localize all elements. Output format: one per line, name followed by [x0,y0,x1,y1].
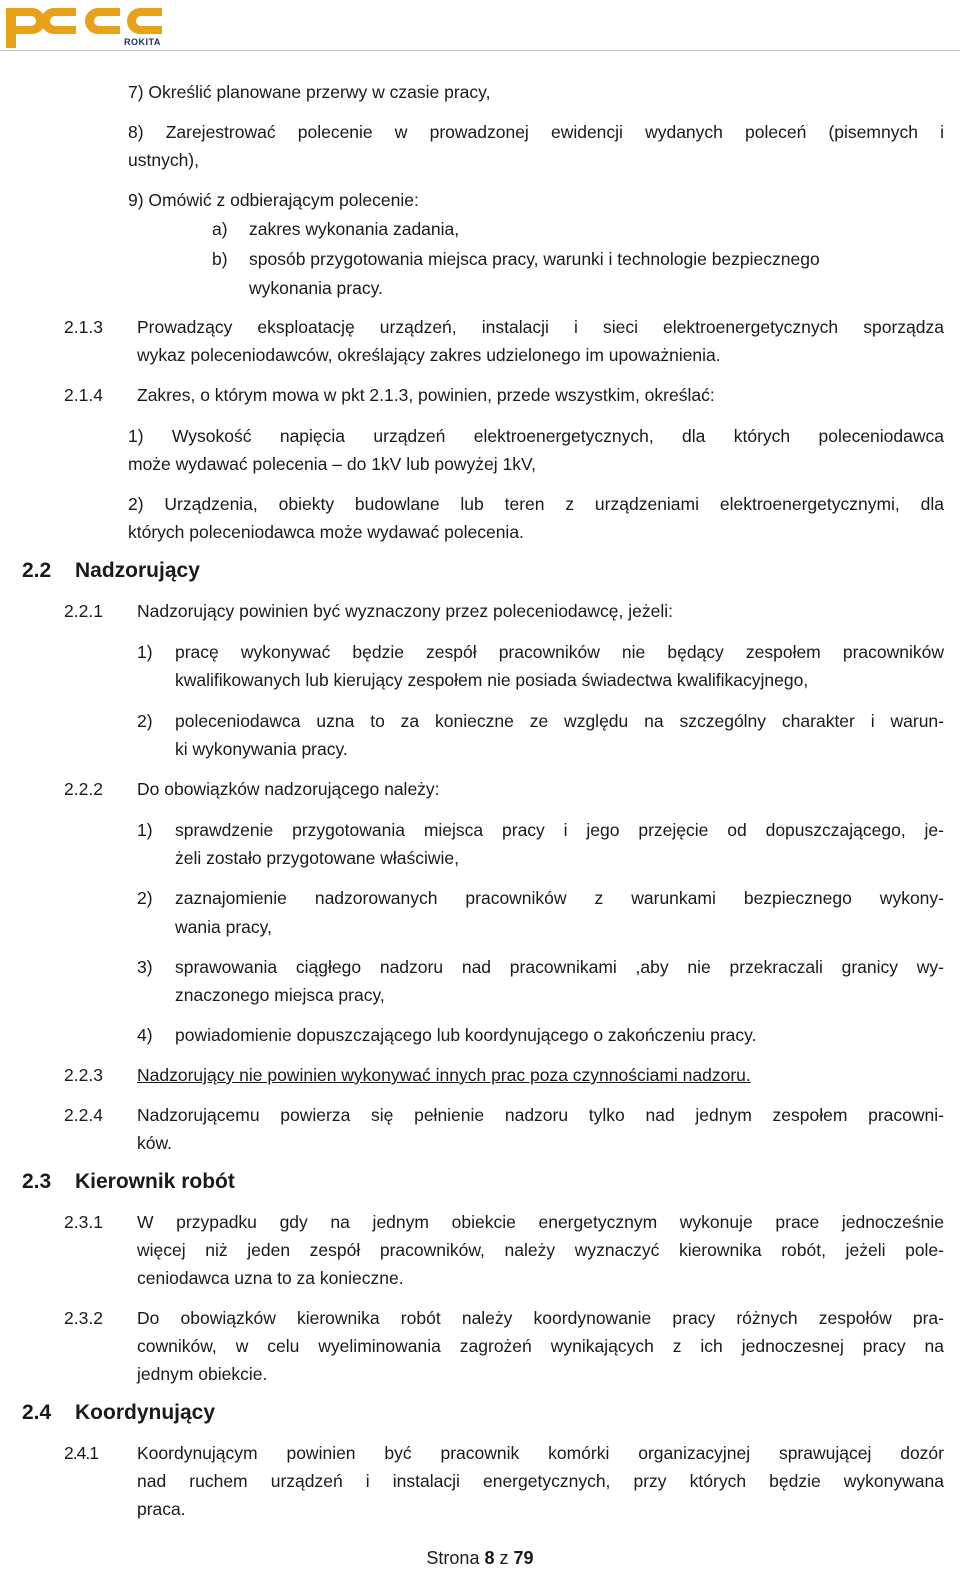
list-label-2-2-2-2: 2) [137,888,153,908]
list-label-2-2-2-1: 1) [137,820,153,840]
section-2-2-2-point1-line2: żeli zostało przygotowane właściwie, [175,848,460,868]
section-2-3-1-line2: więcej niż jeden zespół pracowników, należy wyznaczyć kierownika robót, jeżeli pole- [137,1240,944,1260]
section-2-1-4-point1-line1: 1) Wysokość napięcia urządzeń elektroenergetycznych, dla których poleceniodawca [128,426,944,446]
list-item-8-line1: 8) Zarejestrować polecenie w prowadzonej ewidencji wydanych poleceń (pisemnych i [128,122,944,142]
section-2-3-1-line3: ceniodawca uzna to za konieczne. [137,1268,404,1288]
list-item-9a: zakres wykonania zadania, [249,219,460,239]
section-2-4-1-line2: nad ruchem urządzeń i instalacji energetycznych, przy których będzie wykonywana [137,1471,944,1491]
section-2-2-2-point4-line1: powiadomienie dopuszczającego lub koordynującego o zakończeniu pracy. [175,1025,757,1045]
section-2-1-3-line2: wykaz poleceniodawców, określający zakres udzielonego im upoważnienia. [137,345,721,365]
heading-2-4-title: Koordynujący [75,1401,216,1424]
heading-2-4-number: 2.4 [22,1401,52,1424]
page-footer [0,1544,960,1572]
list-item-8-line2: ustnych), [128,150,199,170]
section-2-2-3-line1: Nadzorujący nie powinien wykonywać innych prac poza czynnościami nadzoru. [137,1065,751,1085]
section-2-1-3-line1: Prowadzący eksploatację urządzeń, instalacji i sieci elektroenergetycznych sporządza [137,317,944,337]
footer-page-number: 8 [484,1548,495,1568]
section-2-2-1-point1-line1: pracę wykonywać będzie zespół pracowników nie będący zespołem pracowników [175,642,944,662]
section-2-1-4-point1-line2: może wydawać polecenia – do 1kV lub powyżej 1kV, [128,454,536,474]
list-label-2-2-1-1: 1) [137,642,153,662]
footer-total-pages: 79 [513,1548,534,1568]
section-2-2-2-point3-line1: sprawowania ciągłego nadzoru nad pracownikami ,aby nie przekraczali granicy wy- [175,957,944,977]
list-item-9b-line1: sposób przygotowania miejsca pracy, warunki i technologie bezpiecznego [249,249,820,269]
list-item-7: 7) Określić planowane przerwy w czasie pracy, [128,82,491,102]
section-2-3-2-line1: Do obowiązków kierownika robót należy koordynowanie pracy różnych zespołów pra- [137,1308,944,1328]
heading-2-3-title: Kierownik robót [75,1170,235,1193]
list-item-9: 9) Omówić z odbierającym polecenie: [128,190,419,210]
section-number-2-2-3: 2.2.3 [64,1065,103,1085]
list-label-2-2-2-3: 3) [137,957,153,977]
logo-subtext: ROKITA [124,37,161,47]
section-2-2-1-point2-line1: poleceniodawca uzna to za konieczne ze względu na szczególny charakter i warun- [175,711,944,731]
section-2-3-2-line3: jednym obiekcie. [137,1364,268,1384]
section-number-2-3-1: 2.3.1 [64,1212,103,1232]
section-2-2-2-point2-line2: wania pracy, [175,917,272,937]
section-2-2-2-line1: Do obowiązków nadzorującego należy: [137,779,440,799]
section-2-3-1-line1: W przypadku gdy na jednym obiekcie energetycznym wykonuje prace jednocześnie [137,1212,944,1232]
section-2-4-1-line1: Koordynującym powinien być pracownik komórki organizacyjnej sprawującej dozór [137,1443,944,1463]
section-2-2-2-point2-line1: zaznajomienie nadzorowanych pracowników z warunkami bezpiecznego wykony- [175,888,944,908]
section-number-2-2-4: 2.2.4 [64,1105,103,1125]
heading-2-2-number: 2.2 [22,559,52,582]
section-2-2-1-point1-line2: kwalifikowanych lub kierujący zespołem nie posiada świadectwa kwalifikacyjnego, [175,670,809,690]
list-label-2-2-2-4: 4) [137,1025,153,1045]
heading-2-3-number: 2.3 [22,1170,52,1193]
section-2-2-1-point2-line2: ki wykonywania pracy. [175,739,348,759]
section-number-2-2-1: 2.2.1 [64,601,103,621]
section-number-2-3-2: 2.3.2 [64,1308,103,1328]
section-2-2-2-point3-line2: znaczonego miejsca pracy, [175,985,385,1005]
section-number-2-4-1: 2.4.1 [64,1443,98,1463]
list-item-9b-line2: wykonania pracy. [249,278,383,298]
section-2-2-4-line2: ków. [137,1133,173,1153]
section-2-4-1-line3: praca. [137,1499,186,1519]
footer-prefix: Strona [426,1548,480,1568]
footer-separator: z [499,1548,509,1568]
section-number-2-1-4: 2.1.4 [64,385,103,405]
list-label-2-2-1-2: 2) [137,711,153,731]
list-label-9b: b) [212,249,228,269]
list-label-9a: a) [212,219,228,239]
section-2-1-4-line1: Zakres, o którym mowa w pkt 2.1.3, powinien, przede wszystkim, określać: [137,385,715,405]
section-number-2-2-2: 2.2.2 [64,779,103,799]
heading-2-2-title: Nadzorujący [75,559,200,582]
section-2-2-2-point1-line1: sprawdzenie przygotowania miejsca pracy i jego przejęcie od dopuszczającego, je- [175,820,944,840]
section-2-2-1-line1: Nadzorujący powinien być wyznaczony przez poleceniodawcę, jeżeli: [137,601,673,621]
section-2-3-2-line2: cowników, w celu wyeliminowania zagrożeń wynikających z ich jednoczesnej pracy na [137,1336,944,1356]
section-2-1-4-point2-line2: których poleceniodawca może wydawać polecenia. [128,522,524,542]
section-2-2-4-line1: Nadzorującemu powierza się pełnienie nadzoru tylko nad jednym zespołem pracowni- [137,1105,944,1125]
section-number-2-1-3: 2.1.3 [64,317,103,337]
section-2-1-4-point2-line1: 2) Urządzenia, obiekty budowlane lub teren z urządzeniami elektroenergetycznymi, dla [128,494,944,514]
